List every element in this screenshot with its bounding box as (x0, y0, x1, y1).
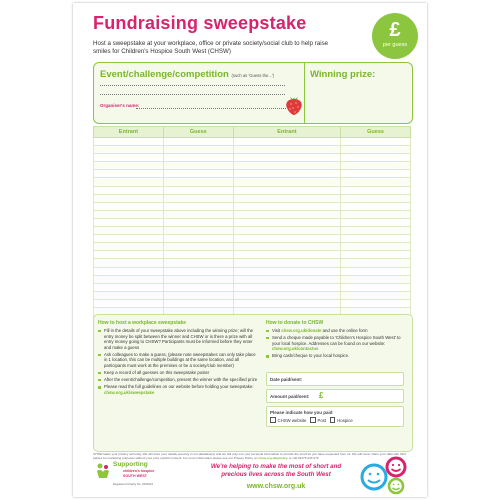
entrant-cell[interactable] (233, 299, 340, 307)
amount-paid-field[interactable] (266, 389, 404, 403)
tagline: We're helping to make the most of short and precious lives across the South West (210, 463, 342, 478)
entrant-cell[interactable] (233, 170, 340, 178)
brand-name: Supporting (113, 461, 148, 468)
table-row (94, 138, 411, 146)
guess-cell[interactable] (163, 275, 233, 283)
table-row (94, 251, 411, 259)
entrant-cell[interactable] (94, 162, 164, 170)
entrant-cell[interactable] (233, 202, 340, 210)
guess-cell[interactable] (341, 259, 411, 267)
guess-cell[interactable] (163, 243, 233, 251)
prize-label: Winning prize: (310, 69, 376, 80)
intro-text: Host a sweepstake at your workplace, office or private society/social club to help raise smiles for Children's Hospice South West (CHSW) (93, 40, 329, 55)
entrant-cell[interactable] (94, 275, 164, 283)
option-website: CHSW website (277, 418, 307, 423)
list-item: Keep a record of all guesses on this sweepstake poster (98, 370, 260, 376)
entrant-cell[interactable] (94, 243, 164, 251)
payment-options (270, 417, 353, 423)
guess-cell[interactable] (341, 218, 411, 226)
entrant-cell[interactable] (233, 154, 340, 162)
page-title: Fundraising sweepstake (93, 13, 307, 33)
entrant-cell[interactable] (94, 283, 164, 291)
entrant-cell[interactable] (94, 154, 164, 162)
table-header-guess-1: Guess (163, 127, 233, 138)
organiser-entry-line[interactable] (136, 108, 286, 109)
entrant-cell[interactable] (233, 218, 340, 226)
visit-post-text: and use the online form (321, 328, 368, 333)
entrant-cell[interactable] (94, 138, 164, 146)
table-row (94, 178, 411, 186)
guess-cell[interactable] (341, 202, 411, 210)
table-row (94, 259, 411, 267)
date-paid-field[interactable] (266, 372, 404, 386)
entrant-cell[interactable] (94, 259, 164, 267)
table-row (94, 227, 411, 235)
guess-cell[interactable] (163, 218, 233, 226)
table-row (94, 218, 411, 226)
entrant-cell[interactable] (233, 243, 340, 251)
guess-cell[interactable] (163, 299, 233, 307)
entrant-cell[interactable] (94, 227, 164, 235)
privacy-link[interactable]: chsw.org.uk/privacy (258, 456, 288, 460)
list-item: After the event/challenge/competition, present the winner with the specified prize (98, 377, 260, 383)
list-item (266, 335, 406, 352)
table-header-entrant-1: Entrant (94, 127, 164, 138)
entrant-cell[interactable] (233, 267, 340, 275)
guess-cell[interactable] (163, 291, 233, 299)
guidelines-text: Please read the full guidelines on our website before holding your sweepstake: (104, 384, 254, 390)
table-row (94, 202, 411, 210)
instructions-panel (93, 314, 413, 452)
guess-cell[interactable] (163, 162, 233, 170)
table-row (94, 162, 411, 170)
visit-text: Visit (272, 328, 282, 333)
table-row (94, 235, 411, 243)
list-item (266, 328, 406, 334)
workplace-heading: How to host a workplace sweepstake (98, 320, 187, 326)
amount-pound: £ (319, 391, 324, 400)
smiley-faces-icon (358, 455, 410, 495)
event-entry-line-2[interactable] (100, 94, 285, 95)
event-entry-line[interactable] (100, 85, 285, 86)
guess-cell[interactable] (341, 243, 411, 251)
table-row (94, 194, 411, 202)
guess-cell[interactable] (341, 235, 411, 243)
table-header-entrant-2: Entrant (233, 127, 340, 138)
guess-cell[interactable] (163, 251, 233, 259)
workplace-steps (98, 328, 260, 397)
guess-cell[interactable] (341, 186, 411, 194)
donate-link[interactable]: chsw.org.uk/donate (281, 328, 322, 333)
event-label-text: Event/challenge/competition (100, 69, 229, 80)
table-row (94, 170, 411, 178)
entrant-cell[interactable] (94, 186, 164, 194)
table-row (94, 299, 411, 307)
list-item: Fill in the details of your sweepstake above including the winning prize; will the entry money be split between the winner and CHSW or is there a prize with all entry money going to CHSW? Participants must be informed before they enter and make a guess (98, 328, 260, 350)
payment-heading: Please indicate how you paid (270, 409, 333, 415)
guess-cell[interactable] (163, 194, 233, 202)
guess-cell[interactable] (163, 267, 233, 275)
option-hospice: Hospice (337, 418, 353, 423)
table-row (94, 243, 411, 251)
table-row (94, 275, 411, 283)
entrant-cell[interactable] (94, 194, 164, 202)
option-post: Post (317, 418, 327, 423)
entrant-cell[interactable] (233, 291, 340, 299)
strawberry-icon (285, 94, 303, 116)
list-item: Ask colleagues to make a guess, (please note sweepstakes can only take place in 1 location, this can be multiple buildings at the same location, and all participants must work at the premises or be a society/club member) (98, 352, 260, 369)
guess-cell[interactable] (163, 210, 233, 218)
checkbox-website[interactable] (270, 417, 276, 423)
table-header-guess-2: Guess (341, 127, 411, 138)
per-guess-label: per guess (382, 42, 408, 48)
entrant-cell[interactable] (233, 194, 340, 202)
chsw-logo-icon (95, 462, 111, 480)
table-row (94, 210, 411, 218)
table-row (94, 186, 411, 194)
brand-subtitle (123, 469, 154, 478)
entrant-cell[interactable] (233, 186, 340, 194)
entrant-cell[interactable] (233, 146, 340, 154)
checkbox-post[interactable] (310, 417, 316, 423)
guess-cell[interactable] (341, 178, 411, 186)
entrant-cell[interactable] (233, 283, 340, 291)
charity-number: Registered Charity No. 1003314 (113, 482, 153, 486)
payment-method-box (266, 406, 404, 427)
entrant-cell[interactable] (94, 218, 164, 226)
guess-cell[interactable] (341, 146, 411, 154)
guess-cell[interactable] (341, 162, 411, 170)
guess-cell[interactable] (341, 291, 411, 299)
cheque-text: Send a cheque made payable to 'Children's Hospice South West' to your local hospice. Addresses can be found on our website: (272, 335, 401, 346)
entrant-cell[interactable] (233, 235, 340, 243)
entrant-cell[interactable] (94, 299, 164, 307)
guess-cell[interactable] (341, 194, 411, 202)
event-hint: (such as 'Guess the...') (231, 73, 275, 78)
guess-cell[interactable] (341, 154, 411, 162)
guess-cell[interactable] (341, 283, 411, 291)
pound-symbol: £ (389, 19, 401, 41)
table-row (94, 291, 411, 299)
website-link[interactable]: www.chsw.org.uk (246, 483, 306, 490)
table-row (94, 267, 411, 275)
entrant-cell[interactable] (94, 210, 164, 218)
entrant-cell[interactable] (233, 178, 340, 186)
guess-cell[interactable] (163, 227, 233, 235)
event-label (100, 69, 274, 80)
entrant-cell[interactable] (233, 138, 340, 146)
guess-cell[interactable] (341, 170, 411, 178)
guess-cell[interactable] (341, 210, 411, 218)
guess-cell[interactable] (163, 283, 233, 291)
sweepstake-poster (73, 3, 427, 497)
guess-cell[interactable] (163, 259, 233, 267)
guess-cell[interactable] (163, 235, 233, 243)
list-item: Bring cash/cheque to your local hospice. (266, 353, 406, 359)
amount-paid-label: Amount paid/sent: (270, 393, 310, 399)
entrant-cell[interactable] (233, 210, 340, 218)
contact-link[interactable]: chsw.org.uk/contactus (272, 346, 319, 352)
table-body (94, 138, 411, 332)
guess-cell[interactable] (163, 138, 233, 146)
guess-cell[interactable] (163, 146, 233, 154)
guidelines-link[interactable]: chsw.org.uk/sweepstake (104, 389, 155, 395)
guess-cell[interactable] (341, 275, 411, 283)
entrant-cell[interactable] (94, 291, 164, 299)
entrant-cell[interactable] (94, 202, 164, 210)
date-paid-label: Date paid/sent: (270, 376, 303, 382)
prize-divider (304, 63, 305, 123)
guess-cell[interactable] (341, 227, 411, 235)
guess-cell[interactable] (163, 170, 233, 178)
entrant-cell[interactable] (233, 227, 340, 235)
guess-cell[interactable] (341, 138, 411, 146)
guess-cell[interactable] (163, 186, 233, 194)
entrant-cell[interactable] (94, 251, 164, 259)
guess-cell[interactable] (163, 202, 233, 210)
entrant-cell[interactable] (94, 267, 164, 275)
guess-cell[interactable] (163, 154, 233, 162)
entrant-table (93, 126, 411, 332)
guess-cell[interactable] (341, 299, 411, 307)
entrant-cell[interactable] (233, 162, 340, 170)
checkbox-hospice[interactable] (330, 417, 336, 423)
entrant-cell[interactable] (94, 178, 164, 186)
brand-sub-line-1: children's hospice (123, 469, 155, 473)
list-item (98, 384, 260, 395)
brand-sub-line-2: SOUTH WEST (123, 473, 147, 478)
table-row (94, 146, 411, 154)
price-badge (372, 13, 418, 59)
event-details-box (93, 62, 413, 124)
entrant-cell[interactable] (94, 235, 164, 243)
entrant-cell[interactable] (94, 170, 164, 178)
organiser-label: Organiser's name: (100, 103, 140, 108)
privacy-suffix: or call 01275 233 270 (288, 456, 319, 460)
donate-heading: How to donate to CHSW (266, 320, 324, 326)
privacy-text: CHSW takes your privacy seriously. We will store your details securely in our database(s) and we will only use your personal information to provide the services you have requested from us. We will never share your data with third parties for marketing purposes without your prior explicit consent. For more information please see our Privacy Policy on (93, 452, 406, 460)
entrant-cell[interactable] (233, 251, 340, 259)
guess-cell[interactable] (341, 267, 411, 275)
table-row (94, 283, 411, 291)
table-row (94, 154, 411, 162)
guess-cell[interactable] (341, 251, 411, 259)
donate-steps (266, 328, 406, 360)
guess-cell[interactable] (163, 178, 233, 186)
entrant-cell[interactable] (233, 275, 340, 283)
entrant-cell[interactable] (94, 146, 164, 154)
entrant-cell[interactable] (233, 259, 340, 267)
